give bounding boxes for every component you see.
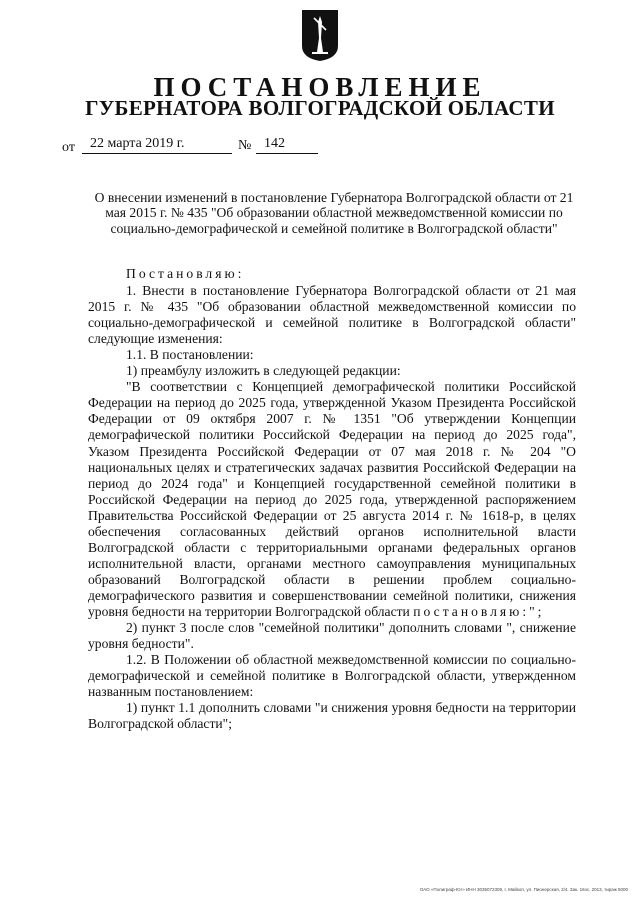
date-underline [82,153,232,154]
document-number: 142 [264,136,285,151]
paragraph-preamble-intro: 1) преамбулу изложить в следующей редакции: [126,363,401,379]
paragraph-1-1: 1.1. В постановлении: [126,347,254,363]
paragraph-1: 1. Внести в постановление Губернатора Волгоградской области от 21 мая 2015 г. № 435 "Об образовании областной межведомственной комиссии по социально-демографической и семейной политике в Волгоградской области" следующие изменения: [88,283,576,347]
paragraph-item-1-1: 1) пункт 1.1 дополнить словами "и снижения уровня бедности на территории Волгоградской области"; [88,700,576,732]
preamble-text: "В соответствии с Концепцией демографической политики Российской Федерации на период до 2025 года, утвержденной Указом Президента Российской Федерации от 09 октября 2007 г. № 1351 "Об утверждении Концепции демографической политики Российской Федерации на период до 2025 года", Указом Президента Российской Федерации от 07 мая 2018 г. № 204 "О национальных целях и стратегических задачах развития Российской Федерации на период до 2024 года" и Концепцией государственной семейной политики в Российской Федерации на период до 2025 года, утвержденной распоряжением Правительства Российской Федерации от 25 августа 2014 г. № 1618-р, в целях обеспечения согласованных действий органов исполнительной власти Волгоградской области с территориальными органами федеральных органов исполнительной власти, органами местного самоуправления муниципальных образований Волгоградской области в решении проблем социально-демографического развития и совершенствовании семейной политики, снижения уровня бедности на территории Волгоградской области [88,379,576,619]
decree-word: Постановляю: [126,266,245,281]
number-sign: № [238,138,252,153]
document-title: ПОСТАНОВЛЕНИЕ [153,72,487,102]
number-underline [256,153,318,154]
print-footer: ОАО «Полиграф-Юг» ИНН 3035072309, г. Майкоп, ул. Пионерская, 2/4. Зак. 16эс. 2013, тираж 5000 [419,887,628,892]
document-subject: О внесении изменений в постановление Губернатора Волгоградской области от 21 мая 2015 г. № 435 "Об образовании областной межведомственной комиссии по социально-демографической и семейной политике в Волгоградской области" [94,190,574,236]
preamble-decree-word: постановляю:"; [413,603,545,619]
document-subtitle: ГУБЕРНАТОРА ВОЛГОГРАДСКОЙ ОБЛАСТИ [85,96,555,120]
coat-of-arms-emblem [300,8,340,62]
date-prefix: от [62,140,75,155]
paragraph-1-2: 1.2. В Положении об областной межведомственной комиссии по социально-демографической и семейной политике в Волгоградской области, утвержденном названным постановлением: [88,652,576,700]
document-date: 22 марта 2019 г. [90,136,185,151]
document-body [88,266,576,732]
paragraph-preamble-text [88,379,576,620]
paragraph-item-2: 2) пункт 3 после слов "семейной политики" дополнить словами ", снижение уровня бедности". [88,620,576,652]
